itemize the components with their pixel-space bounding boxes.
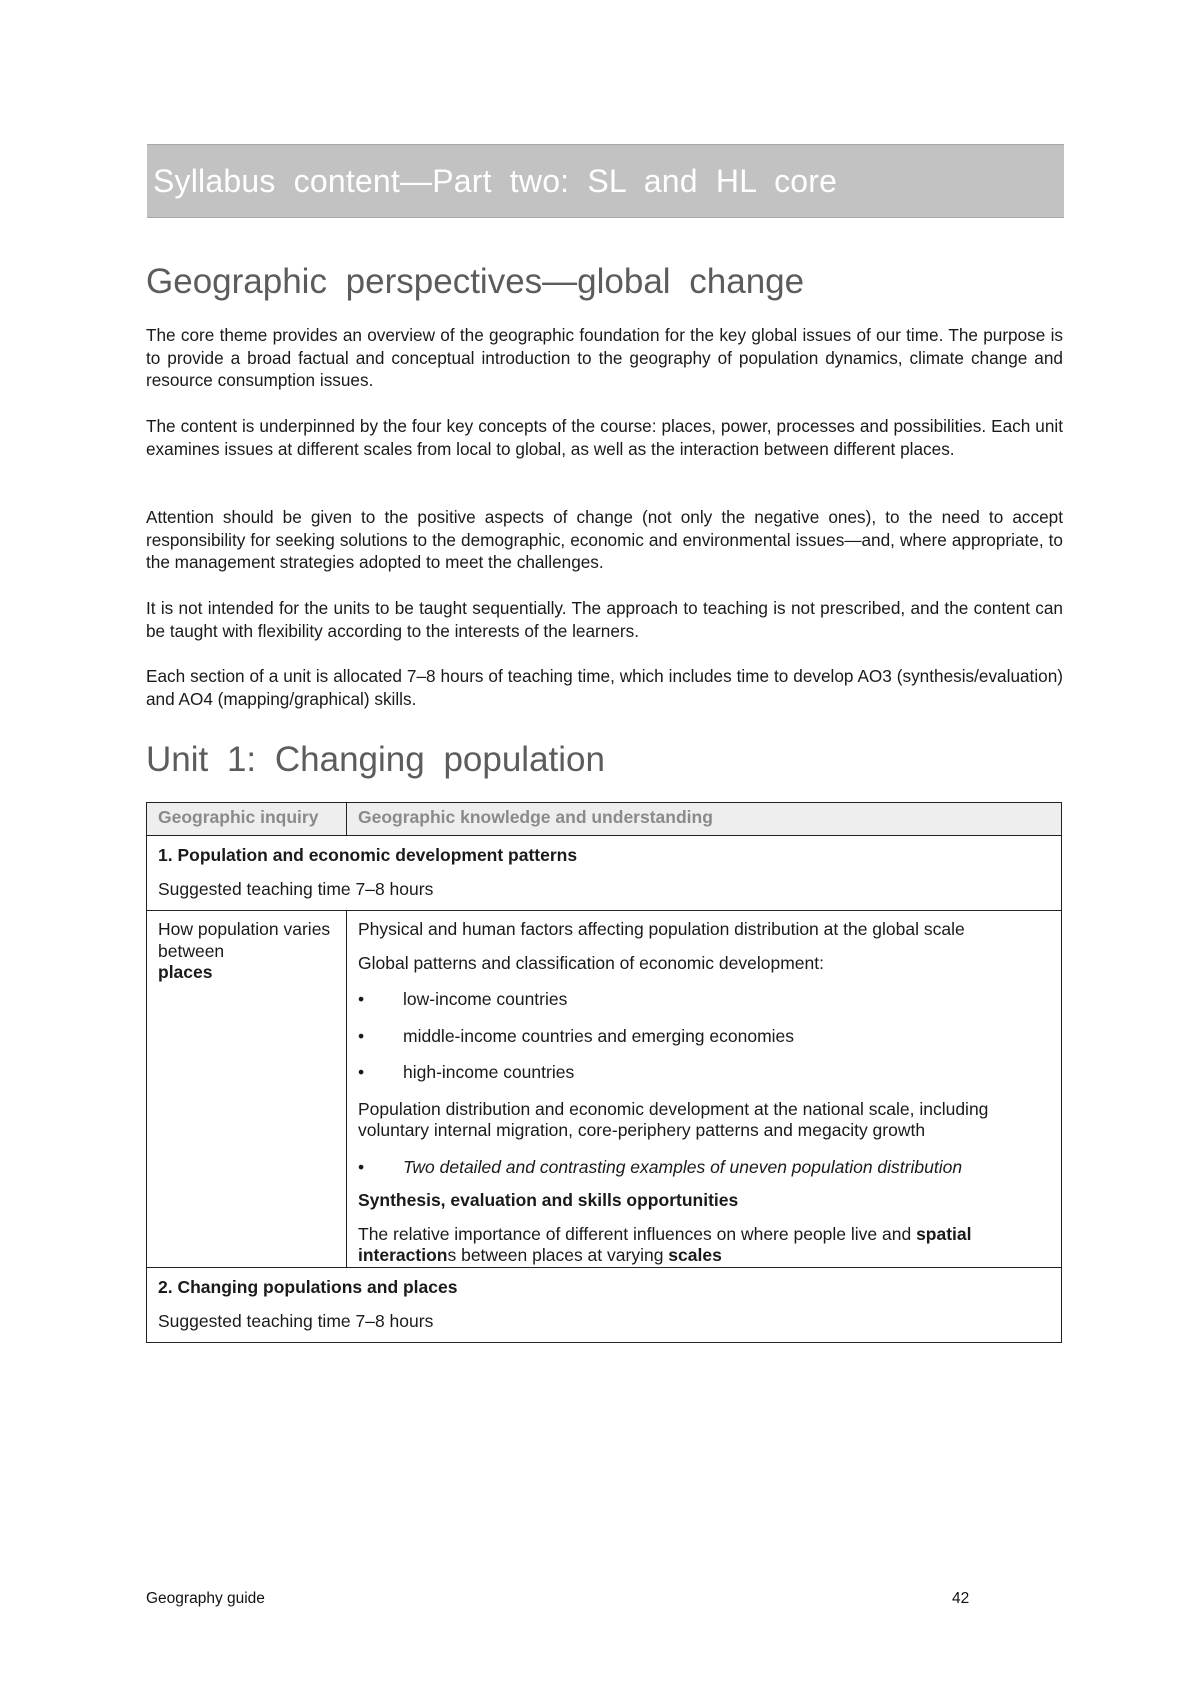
section-2-time: Suggested teaching time 7–8 hours — [158, 1310, 434, 1331]
bullet-item — [358, 989, 1050, 1011]
syllabus-table — [146, 802, 1062, 1343]
example-text: Two detailed and contrasting examples of uneven population distribution — [403, 1156, 963, 1177]
synthesis-bold-1: spatial interaction — [358, 1223, 972, 1265]
inquiry-cell — [147, 911, 347, 1268]
intro-paragraph-3: Attention should be given to the positive aspects of change (not only the negative ones), to the need to accept responsibility for seeking solutions to the demographic, economic and environmental issues—and, where appropriate, to the management strategies adopted to meet the challenges. — [146, 507, 1063, 572]
section-1-row — [147, 836, 1062, 911]
bullet-text: high-income countries — [403, 1062, 575, 1082]
section-2-title: 2. Changing populations and places — [158, 1276, 458, 1297]
synthesis-text — [358, 1224, 1050, 1267]
footer-guide-name: Geography guide — [146, 1590, 265, 1607]
inquiry-label: How population varies between — [158, 919, 331, 961]
synthesis-part-2: s between places at varying — [447, 1245, 669, 1265]
knowledge-line-3: Population distribution and economic development at the national scale, including voluntary internal migration, core-periphery patterns and megacity growth — [358, 1098, 989, 1140]
bullet-text: middle-income countries and emerging economies — [403, 1025, 795, 1046]
section-1-cell — [147, 836, 1062, 911]
bullet-icon: • — [358, 989, 365, 1009]
table-header-row — [147, 803, 1062, 836]
inquiry-text — [158, 919, 335, 984]
header-knowledge: Geographic knowledge and understanding — [347, 803, 1062, 836]
intro-paragraph-4: It is not intended for the units to be taught sequentially. The approach to teaching is not prescribed, and the content can be taught with flexibility according to the interests of the learners. — [146, 598, 1063, 641]
section-2-cell — [147, 1267, 1062, 1342]
synthesis-part-1: The relative importance of different influences on where people live and — [358, 1223, 917, 1244]
unit-heading: Unit 1: Changing population — [146, 740, 605, 779]
footer-page-number: 42 — [952, 1590, 970, 1607]
knowledge-line-1: Physical and human factors affecting population distribution at the global scale — [358, 919, 965, 939]
header-inquiry: Geographic inquiry — [147, 803, 347, 836]
bullet-item — [358, 1062, 1050, 1084]
knowledge-line-2: Global patterns and classification of economic development: — [358, 952, 824, 973]
bullet-icon: • — [358, 1025, 365, 1046]
part-banner — [147, 144, 1064, 218]
intro-paragraph-2: The content is underpinned by the four key concepts of the course: places, power, processes and possibilities. Each unit examines issues at different scales from local to global, as well as the interaction between different places. — [146, 416, 1063, 459]
knowledge-cell — [347, 911, 1062, 1268]
synthesis-title: Synthesis, evaluation and skills opportunities — [358, 1190, 739, 1210]
bullet-item — [358, 1026, 1050, 1048]
example-bullet — [358, 1157, 1050, 1179]
synthesis-bold-2: scales — [668, 1245, 722, 1265]
banner-title: Syllabus content—Part two: SL and HL core — [153, 163, 838, 199]
intro-paragraph-5: Each section of a unit is allocated 7–8 hours of teaching time, which includes time to develop AO3 (synthesis/evaluation) and AO4 (mapping/graphical) skills. — [146, 666, 1063, 709]
content-row — [147, 911, 1062, 1268]
inquiry-bold: places — [158, 962, 213, 982]
bullet-icon: • — [358, 1156, 365, 1177]
section-1-time: Suggested teaching time 7–8 hours — [158, 879, 434, 899]
section-heading: Geographic perspectives—global change — [146, 262, 805, 301]
section-1-title: 1. Population and economic development patterns — [158, 845, 578, 865]
section-2-row — [147, 1267, 1062, 1342]
intro-paragraph-1: The core theme provides an overview of the geographic foundation for the key global issues of our time. The purpose is to provide a broad factual and conceptual introduction to the geography of population dynamics, climate change and resource consumption issues. — [146, 325, 1063, 390]
bullet-icon: • — [358, 1062, 365, 1082]
bullet-text: low-income countries — [403, 989, 568, 1009]
